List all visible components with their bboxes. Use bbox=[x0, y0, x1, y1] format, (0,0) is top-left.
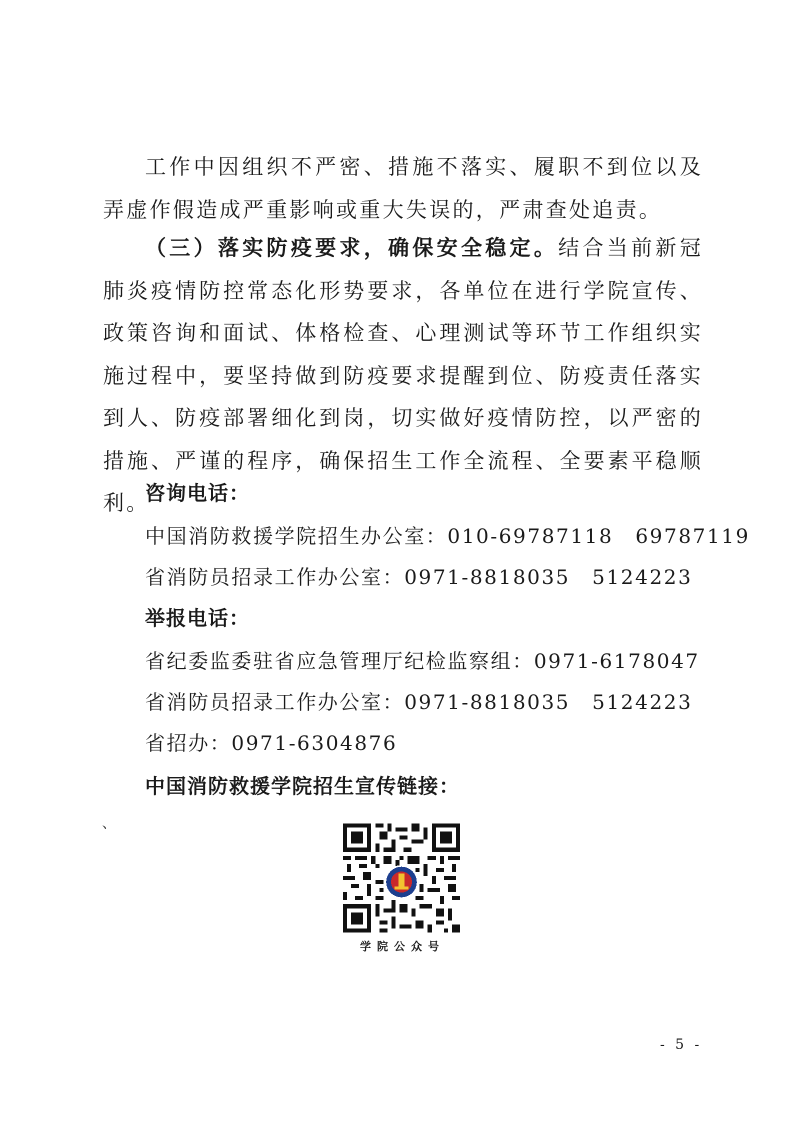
consult-label: 省消防员招录工作办公室： bbox=[145, 565, 405, 589]
phone-number: 010-69787118 bbox=[447, 524, 614, 548]
page-number: - 5 - bbox=[660, 1037, 703, 1053]
consult-heading: 咨询电话： bbox=[145, 481, 250, 505]
phone-number: 5124223 bbox=[592, 690, 693, 714]
phone-number: 0971-6304876 bbox=[231, 731, 398, 755]
report-row-discipline bbox=[145, 646, 700, 676]
qr-code-graphic bbox=[343, 823, 460, 933]
consult-row-province bbox=[145, 562, 692, 592]
consult-label: 中国消防救援学院招生办公室： bbox=[145, 524, 448, 548]
paragraph-accountability bbox=[103, 146, 703, 231]
report-label: 省招办： bbox=[145, 731, 232, 755]
phone-number: 0971-6178047 bbox=[533, 649, 700, 673]
paragraph-text: 结合当前新冠肺炎疫情防控常态化形势要求，各单位在进行学院宣传、政策咨询和面试、体格检查、心理测试等环节工作组织实施过程中，要坚持做到防疫要求提醒到位、防疫责任落实到人、防疫部署细化到岗，切实做好疫情防控，以严密的措施、严谨的程序，确保招生工作全流程、全要素平稳顺利。 bbox=[103, 236, 703, 515]
report-row-admissions bbox=[145, 728, 397, 758]
phone-number: 0971-8818035 bbox=[404, 565, 571, 589]
phone-number: 0971-8818035 bbox=[404, 690, 571, 714]
report-row-province bbox=[145, 687, 692, 717]
report-heading: 举报电话： bbox=[145, 606, 250, 630]
report-label: 省纪委监委驻省应急管理厅纪检监察组： bbox=[145, 649, 534, 673]
consult-row-academy bbox=[145, 521, 750, 551]
phone-number: 5124223 bbox=[592, 565, 693, 589]
stray-mark: 、 bbox=[102, 816, 116, 832]
qr-code-icon bbox=[343, 823, 460, 933]
qr-caption: 学院公众号 bbox=[360, 940, 445, 953]
phone-number: 69787119 bbox=[635, 524, 750, 548]
paragraph-text: 工作中因组织不严密、措施不落实、履职不到位以及弄虚作假造成严重影响或重大失误的，严肃查处追责。 bbox=[103, 155, 703, 222]
promo-heading: 中国消防救援学院招生宣传链接： bbox=[145, 774, 460, 798]
report-label: 省消防员招录工作办公室： bbox=[145, 690, 405, 714]
section-heading-three: （三）落实防疫要求，确保安全稳定。 bbox=[145, 236, 559, 260]
